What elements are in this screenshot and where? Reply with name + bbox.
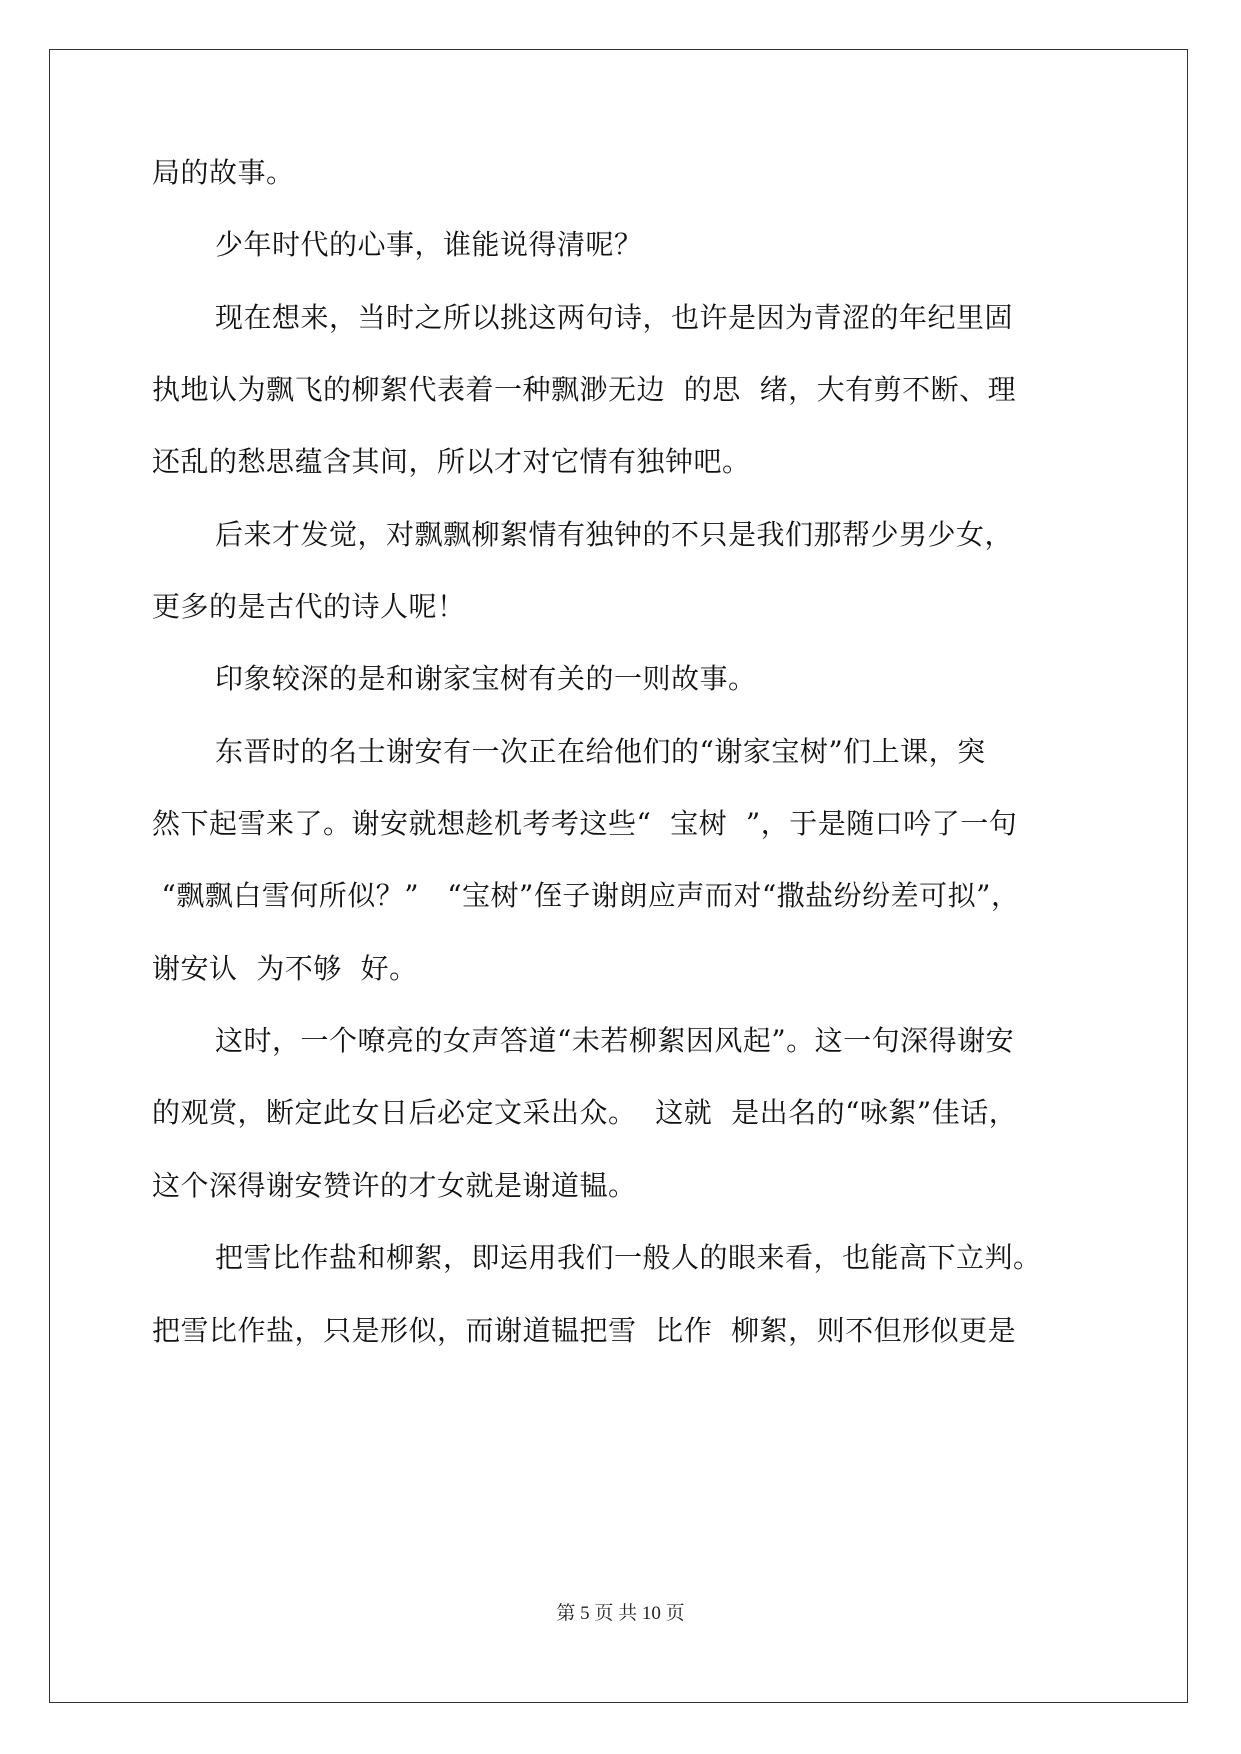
text-line: 把雪比作盐和柳絮，即运用我们一般人的眼来看，也能高下立判。 [215, 1241, 1042, 1274]
text-line: 把雪比作盐，只是形似，而谢道韫把雪 比作 柳絮，则不但形似更是 [152, 1314, 1017, 1347]
text-line: 这时，一个嘹亮的女声答道“未若柳絮因风起”。这一句深得谢安 [215, 1024, 1015, 1057]
text-line: 执地认为飘飞的柳絮代表着一种飘渺无边 的思 绪，大有剪不断、理 [152, 373, 1017, 406]
text-line: 印象较深的是和谢家宝树有关的一则故事。 [215, 662, 757, 695]
text-line: 还乱的愁思蕴含其间，所以才对它情有独钟吧。 [152, 445, 751, 478]
text-line: 后来才发觉，对飘飘柳絮情有独钟的不只是我们那帮少男少女， [215, 518, 1014, 551]
text-line: 局的故事。 [152, 156, 295, 189]
text-line: 东晋时的名士谢安有一次正在给他们的“谢家宝树”们上课，突 [215, 735, 986, 768]
text-line: 的观赏，断定此女日后必定文采出众。 这就 是出名的“咏絮”佳话， [152, 1096, 1018, 1129]
text-line: 这个深得谢安赞许的才女就是谢道韫。 [152, 1169, 637, 1202]
text-line: 更多的是古代的诗人呢！ [152, 590, 466, 623]
text-line: “飘飘白雪何所似？” “宝树”侄子谢朗应声而对“撒盐纷纷差可拟”， [152, 879, 1020, 912]
page-number-footer: 第 5 页 共 10 页 [556, 1603, 685, 1624]
text-line: 然下起雪来了。谢安就想趁机考考这些“ 宝树 ”，于是随口吟了一句 [152, 807, 1018, 840]
text-line: 谢安认 为不够 好。 [152, 952, 418, 985]
text-line: 现在想来，当时之所以挑这两句诗，也许是因为青涩的年纪里固 [215, 301, 1014, 334]
text-line: 少年时代的心事，谁能说得清呢？ [215, 228, 643, 261]
